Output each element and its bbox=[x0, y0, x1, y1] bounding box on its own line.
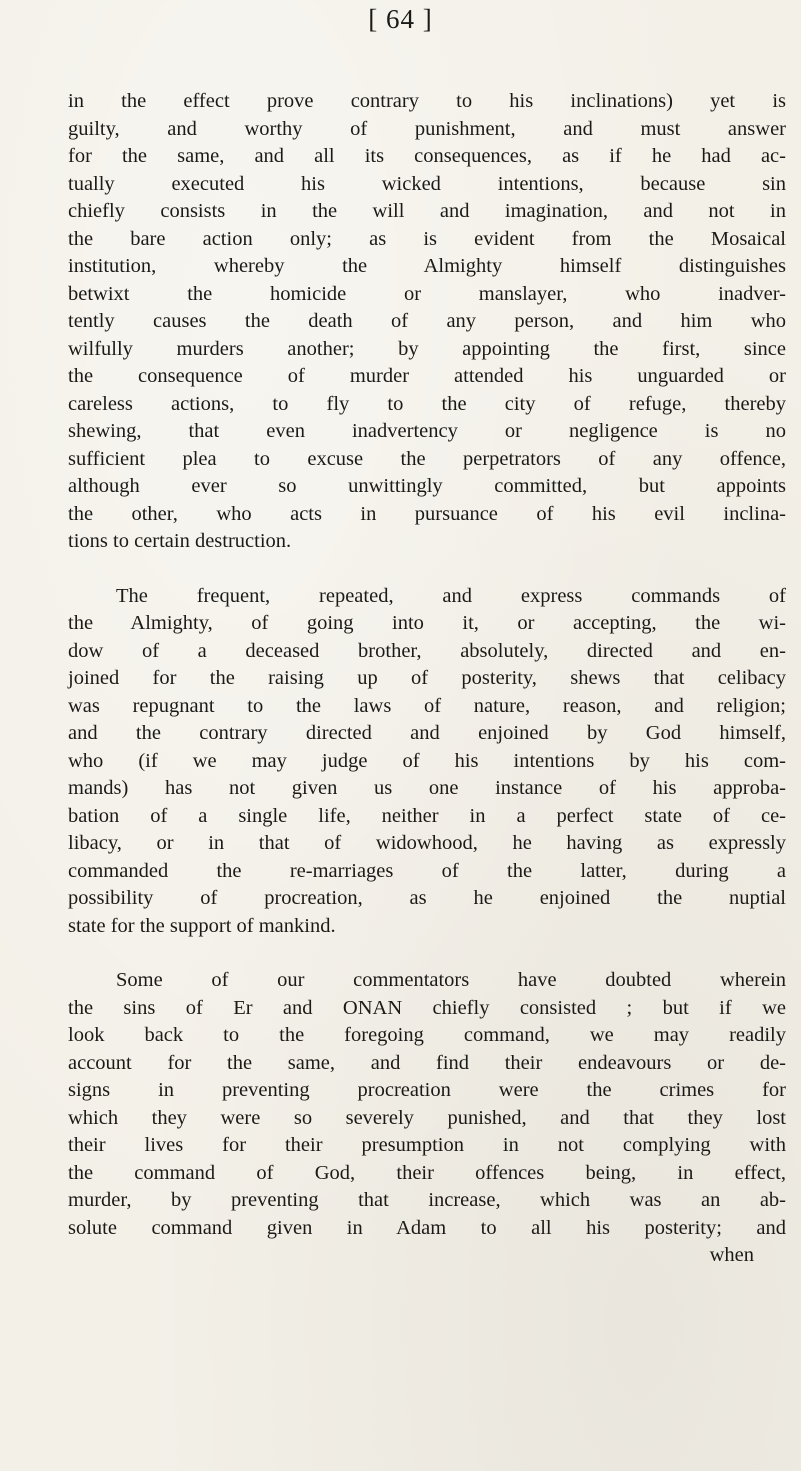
text-line: sufficient plea to excuse the perpetrators of any offence, bbox=[68, 447, 786, 470]
text-line: tently causes the death of any person, and him who bbox=[68, 310, 786, 332]
paragraph bbox=[68, 967, 786, 1242]
text-line: guilty, and worthy of punishment, and must answer bbox=[68, 117, 786, 140]
text-line: the command of God, their offences being, in effect, bbox=[68, 1161, 786, 1184]
text-line: bation of a single life, neither in a perfect state of ce- bbox=[68, 804, 786, 827]
paragraph-gap bbox=[68, 556, 786, 583]
paragraph bbox=[68, 88, 786, 556]
text-line: was repugnant to the laws of nature, reason, and religion; bbox=[68, 694, 786, 717]
text-line: commanded the re-marriages of the latter, during a bbox=[68, 859, 786, 882]
text-line: the other, who acts in pursuance of his evil inclina- bbox=[68, 502, 786, 525]
text-line: joined for the raising up of posterity, shews that celibacy bbox=[68, 667, 786, 689]
text-line: look back to the foregoing command, we may readily bbox=[68, 1024, 786, 1046]
text-line: the bare action only; as is evident from the Mosaical bbox=[68, 227, 786, 250]
text-line: for the same, and all its consequences, as if he had ac- bbox=[68, 145, 786, 167]
text-line: The frequent, repeated, and express commands of bbox=[116, 584, 786, 607]
text-line: which they were so severely punished, and that they lost bbox=[68, 1106, 786, 1129]
text-line: mands) has not given us one instance of his approba- bbox=[68, 777, 786, 799]
text-line: libacy, or in that of widowhood, he having as expressly bbox=[68, 832, 786, 854]
text-line: shewing, that even inadvertency or negligence is no bbox=[68, 420, 786, 442]
text-line: wilfully murders another; by appointing the first, since bbox=[68, 337, 786, 360]
text-line: in the effect prove contrary to his inclinations) yet is bbox=[68, 90, 786, 112]
text-line: the consequence of murder attended his unguarded or bbox=[68, 365, 786, 387]
text-line: murder, by preventing that increase, which was an ab- bbox=[68, 1189, 786, 1211]
text-line: signs in preventing procreation were the crimes for bbox=[68, 1079, 786, 1101]
text-line: chiefly consists in the will and imagination, and not in bbox=[68, 200, 786, 222]
text-line: Some of our commentators have doubted wherein bbox=[116, 969, 786, 991]
paragraph bbox=[68, 583, 786, 941]
text-line: and the contrary directed and enjoined by God himself, bbox=[68, 722, 786, 744]
text-line: state for the support of mankind. bbox=[68, 914, 336, 937]
text-line: although ever so unwittingly committed, but appoints bbox=[68, 475, 786, 497]
body-text bbox=[68, 88, 786, 1270]
text-line: who (if we may judge of his intentions by his com- bbox=[68, 749, 786, 772]
text-line: their lives for their presumption in not complying with bbox=[68, 1134, 786, 1156]
text-line: possibility of procreation, as he enjoined the nuptial bbox=[68, 887, 786, 909]
page-number: [ 64 ] bbox=[368, 4, 433, 34]
text-line: tions to certain destruction. bbox=[68, 530, 292, 552]
text-line: account for the same, and find their endeavours or de- bbox=[68, 1051, 786, 1074]
paragraph-gap bbox=[68, 940, 786, 967]
text-line: solute command given in Adam to all his posterity; and bbox=[68, 1216, 786, 1239]
text-line: betwixt the homicide or manslayer, who inadver- bbox=[68, 282, 786, 305]
text-line: dow of a deceased brother, absolutely, directed and en- bbox=[68, 639, 786, 662]
catchword: when bbox=[709, 1244, 754, 1266]
text-line: institution, whereby the Almighty himself distinguishes bbox=[68, 255, 786, 277]
text-line: the Almighty, of going into it, or accepting, the wi- bbox=[68, 612, 786, 634]
text-line: tually executed his wicked intentions, because sin bbox=[68, 172, 786, 195]
text-line: the sins of Er and ONAN chiefly consisted ; but if we bbox=[68, 996, 786, 1019]
text-line: careless actions, to fly to the city of refuge, thereby bbox=[68, 392, 786, 415]
